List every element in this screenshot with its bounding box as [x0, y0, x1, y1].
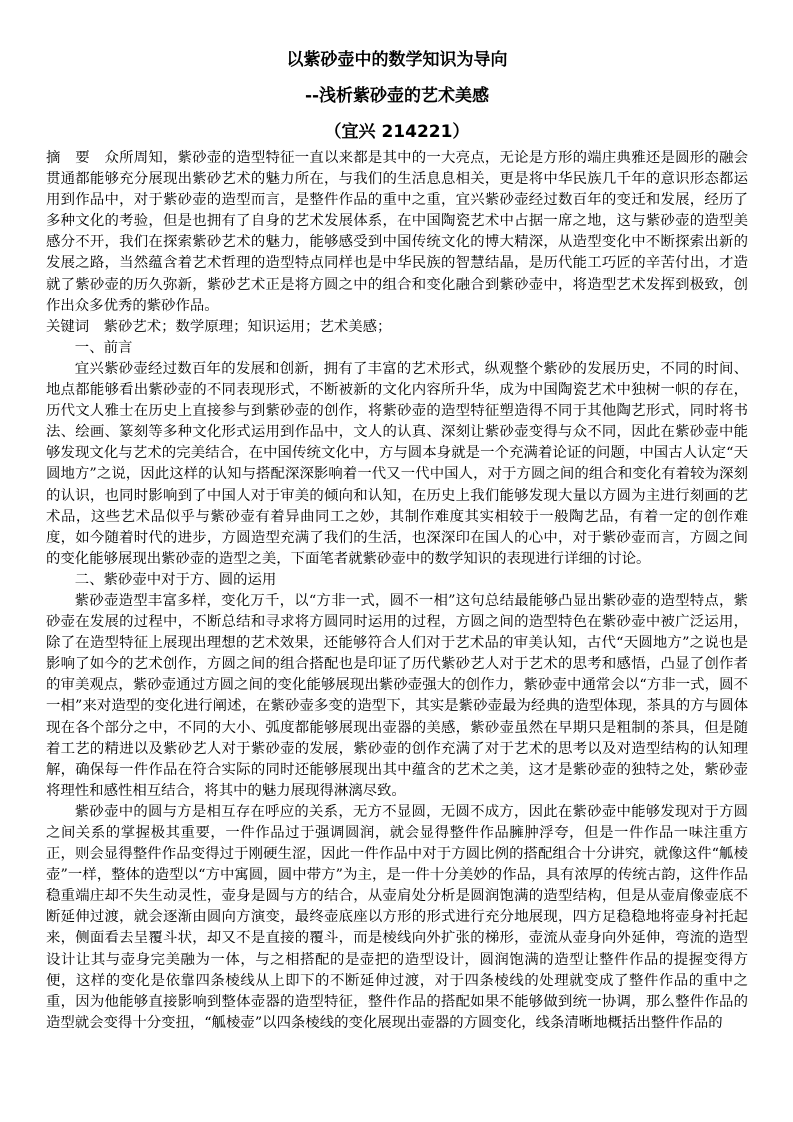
paragraph: 紫砂壶中的圆与方是相互存在呼应的关系，无方不显圆，无圆不成方，因此在紫砂壶中能够发现对于方圆之间关系的掌握极其重要，一件作品过于强调圆润，就会显得整件作品臃肿浮夸，但是一件作品一味注重方正，则会显得整件作品变得过于刚硬生涩，因此一件作品中对于方圆比例的搭配组合十分讲究，就像这件“觚棱壶”一样，整体的造型以“方中寓圆，圆中带方”为主，是一件十分美妙的作品，具有浓厚的传统古韵，这件作品稳重端庄却不失生动灵性，壶身是圆与方的结合，从壶肩处分析是圆润饱满的造型结构，但是从壶肩像壶底不断延伸过渡，就会逐渐由圆向方演变，最终壶底座以方形的形式进行充分地展现，四方足稳稳地将壶身衬托起来，侧面看去呈覆斗状，却又不是直接的覆斗，而是棱线向外扩张的梯形，壶流从壶身向外延伸，弯流的造型设计让其与壶身完美融为一体，与之相搭配的是壶把的造型设计，圆润饱满的造型让整件作品的提握变得方便，这样的变化是依靠四条棱线从上即下的不断延伸过渡，对于四条棱线的处理就变成了整件作品的重中之重，因为他能够直接影响到整体壶器的造型特征，整件作品的搭配如果不能够做到统一协调，那么整件作品的造型就会变得十分变扭，“觚棱壶”以四条棱线的变化展现出壶器的方圆变化，线条清晰地概括出整件作品的 [46, 803, 748, 1031]
keywords [46, 317, 748, 338]
abstract-text: 众所周知，紫砂壶的造型特征一直以来都是其中的一大亮点，无论是方形的端庄典雅还是圆形的融会贯通都能够充分展现出紫砂艺术的魅力所在，与我们的生活息息相关，更是将中华民族几千年的意识形态都运用到作品中，对于紫砂壶的造型而言，是整件作品的重中之重，宜兴紫砂壶经过数百年的变迁和发展，经历了多种文化的考验，但是也拥有了自身的艺术发展体系，在中国陶瓷艺术中占据一席之地，这与紫砂壶的造型美感分不开，我们在探索紫砂艺术的魅力，能够感受到中国传统文化的博大精深，从造型变化中不断探索出新的发展之路，当然蕴含着艺术哲理的造型特点同样也是中华民族的智慧结晶，是历代能工巧匠的辛苦付出，才造就了紫砂壶的历久弥新，紫砂艺术正是将方圆之中的组合和变化融合到紫砂壶中，将造型艺术发挥到极致，创作出众多优秀的紫砂作品。 [46, 150, 748, 314]
keywords-label: 关键词 [46, 318, 104, 335]
paper-title: 以紫砂壶中的数学知识为导向 [286, 50, 508, 70]
section-heading-introduction: 一、前言 [74, 339, 133, 356]
paper-page [46, 50, 748, 1034]
abstract [46, 148, 748, 317]
paragraph: 宜兴紫砂壶经过数百年的发展和创新，拥有了丰富的艺术形式，纵观整个紫砂的发展历史，不同的时间、地点都能够看出紫砂壶的不同表现形式，不断被新的文化内容所升华，成为中国陶瓷艺术中独树一帜的存在，历代文人雅士在历史上直接参与到紫砂壶的创作，将紫砂壶的造型特征塑造得不同于其他陶艺形式，同时将书法、绘画、篆刻等多种文化形式运用到作品中，文人的认真、深刻让紫砂壶变得与众不同，因此在紫砂壶中能够发现文化与艺术的完美结合，在中国传统文化中，方与圆本身就是一个充满着论证的问题，中国古人认定“天圆地方”之说，因此这样的认知与搭配深深影响着一代又一代中国人，对于方圆之间的组合和变化有着较为深刻的认识，也同时影响到了中国人对于审美的倾向和认知，在历史上我们能够发现大量以方圆为主进行刻画的艺术品，这些艺术品似乎与紫砂壶有着异曲同工之妙，其制作难度其实相较于一般陶艺品，有着一定的创作难度，如今随着时代的进步，方圆造型充满了我们的生活，也深深印在国人的心中，对于紫砂壶而言，方圆之间的变化能够展现出紫砂壶的造型之美，下面笔者就紫砂壶中的数学知识的表现进行详细的讨论。 [46, 360, 748, 567]
section-heading-square-round: 二、紫砂壶中对于方、圆的运用 [74, 571, 277, 588]
paper-affiliation: （宜兴 214221） [324, 122, 470, 142]
paper-subtitle: --浅析紫砂壶的艺术美感 [304, 86, 490, 106]
paragraph: 紫砂壶造型丰富多样，变化万千，以“方非一式，圆不一相”这句总结最能够凸显出紫砂壶的造型特点，紫砂壶在发展的过程中，不断总结和寻求将方圆同时运用的过程，方圆之间的造型特色在紫砂壶中被广泛运用，除了在造型特征上展现出理想的艺术效果，还能够符合人们对于艺术品的审美认知，古代“天圆地方”之说也是影响了如今的艺术创作，方圆之间的组合搭配也是印证了历代紫砂艺人对于艺术的思考和感悟，凸显了创作者的审美观点，紫砂壶通过方圆之间的变化能够展现出紫砂壶强大的创作力，紫砂壶中通常会以“方非一式，圆不一相”来对造型的变化进行阐述，在紫砂壶多变的造型下，其实是紫砂壶最为经典的造型体现，茶具的方与圆体现在各个部分之中，不同的大小、弧度都能够展现出壶器的美感，紫砂壶虽然在早期只是粗制的茶具，但是随着工艺的精进以及紫砂艺人对于紫砂壶的发展，紫砂壶的创作充满了对于艺术的思考以及对造型结构的认知理解，确保每一件作品在符合实际的同时还能够展现出其中蕴含的艺术之美，这才是紫砂壶的独特之处，紫砂壶将理性和感性相互结合，将其中的魅力展现得淋漓尽致。 [46, 592, 748, 799]
abstract-label: 摘 要 [46, 150, 105, 166]
keywords-text: 紫砂艺术；数学原理；知识运用；艺术美感； [103, 318, 392, 335]
